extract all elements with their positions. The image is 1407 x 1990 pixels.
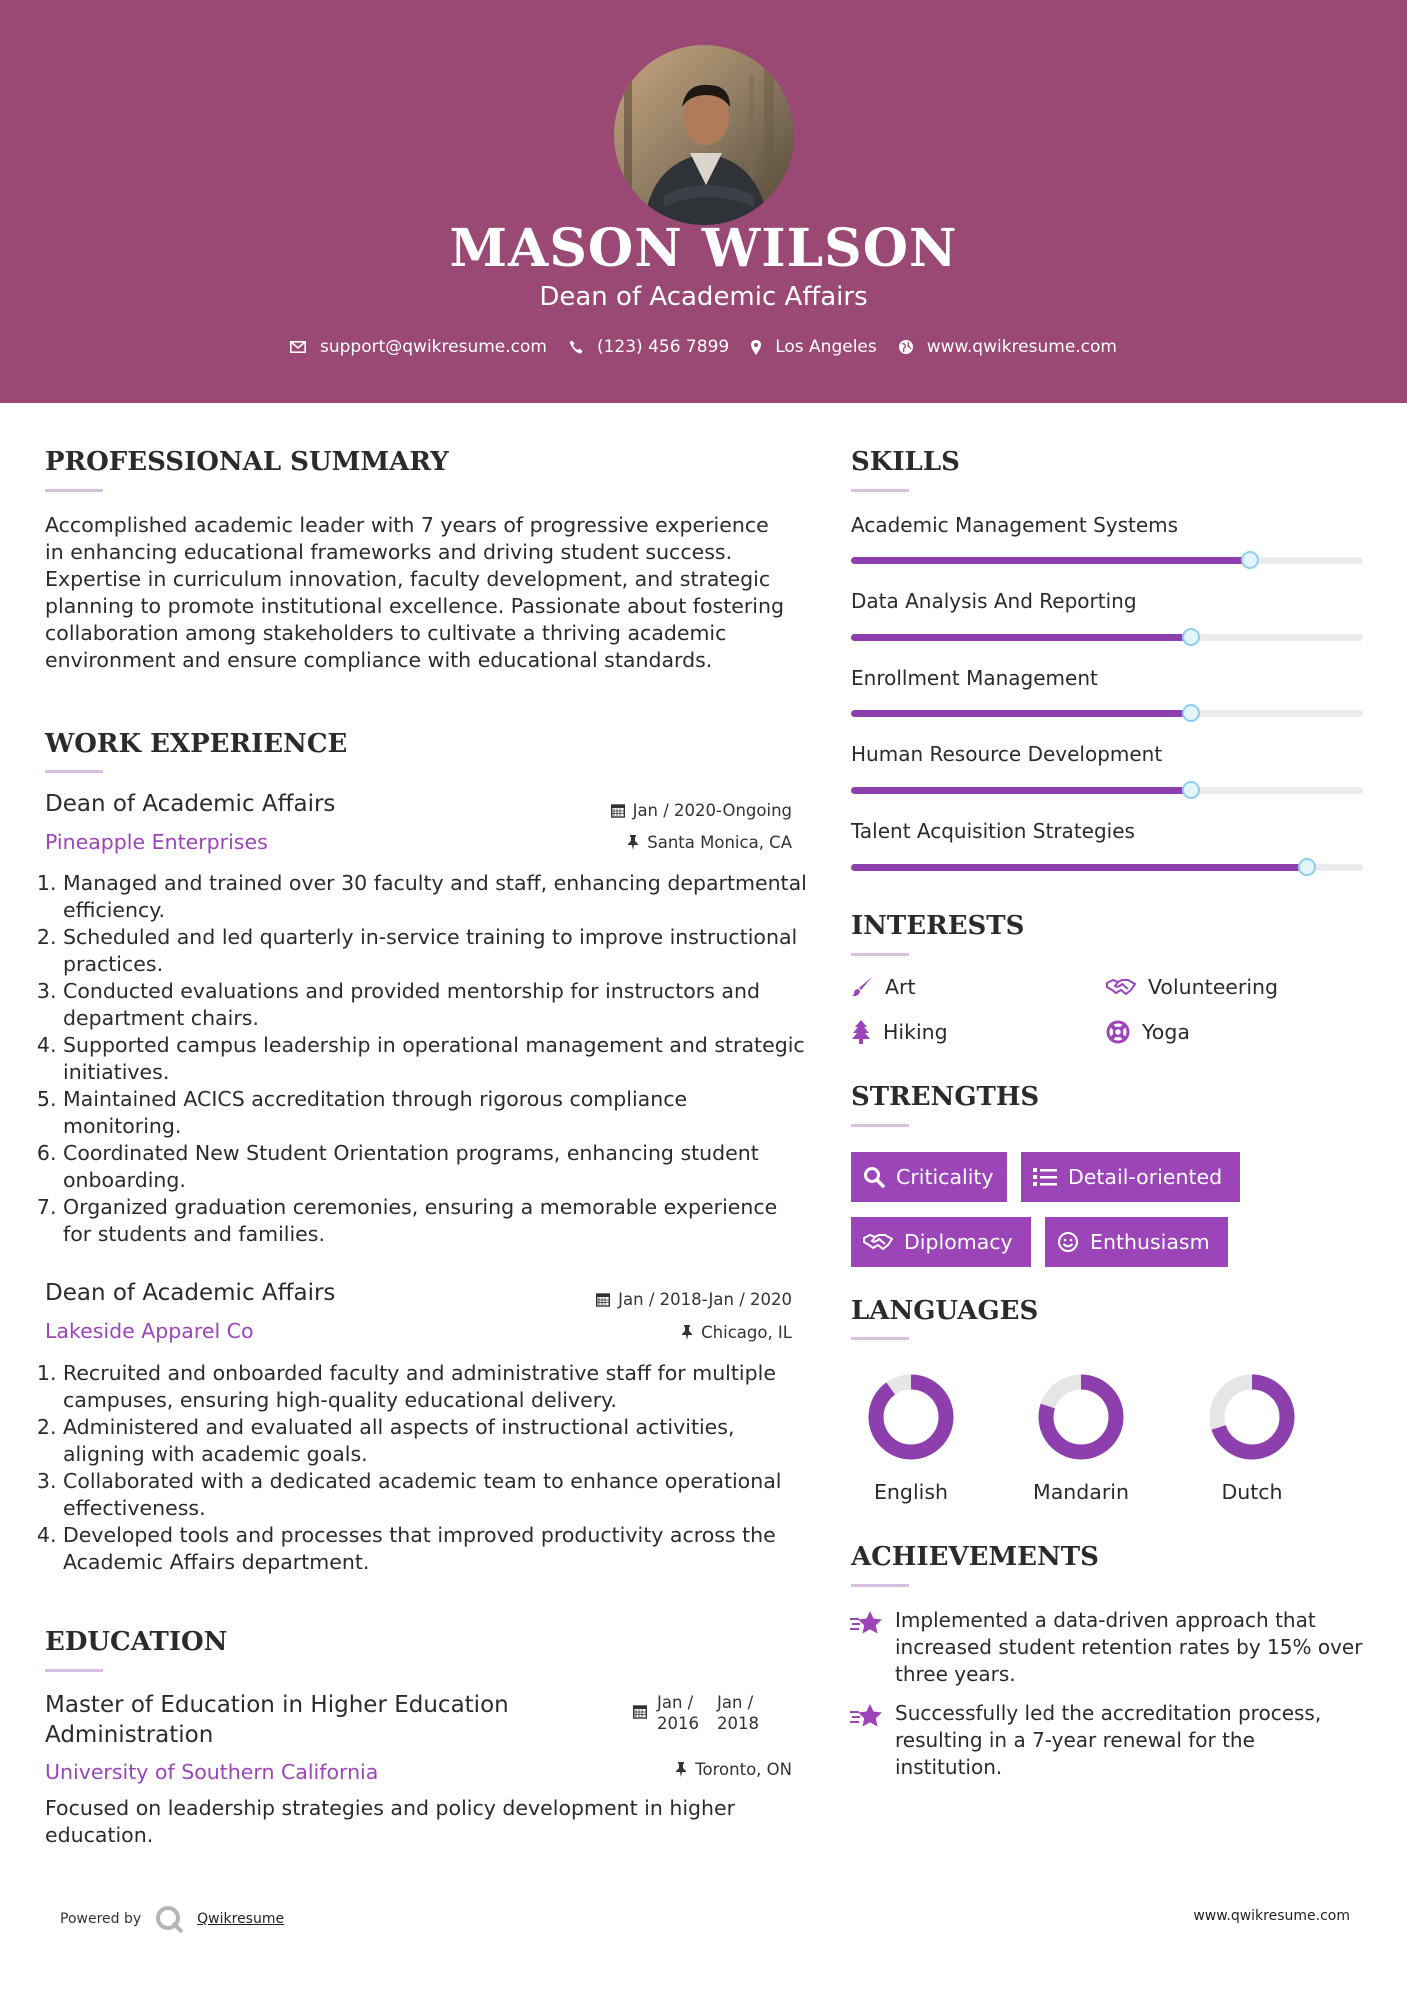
globe-icon (899, 340, 913, 354)
achievements-underline (851, 1584, 909, 1587)
powered-by-text: Powered by (60, 1911, 142, 1927)
interest-label: Yoga (1142, 1020, 1190, 1044)
degree-title: Master of Education in Higher Education Administration (45, 1692, 509, 1748)
envelope-icon (290, 341, 306, 353)
school-name: University of Southern California (45, 1760, 379, 1784)
skill-bar-fill (851, 864, 1307, 871)
job-bullet: 1. Managed and trained over 30 faculty and staff, enhancing departmental efficiency. (63, 870, 808, 924)
language-donut (1209, 1374, 1295, 1460)
job-title: Dean of Academic Affairs (45, 791, 336, 817)
language-label: Dutch (1221, 1480, 1283, 1504)
skills-underline (851, 489, 909, 492)
interest-label: Volunteering (1148, 975, 1279, 999)
job-bullet: 2. Administered and evaluated all aspects of instructional activities, aligning with academic goals. (63, 1414, 808, 1468)
work-heading: WORK EXPERIENCE (45, 729, 348, 759)
map-pin-icon (751, 340, 761, 355)
contact-website-text: www.qwikresume.com (926, 337, 1117, 357)
handshake-icon (1106, 977, 1136, 997)
skill-name: Talent Acquisition Strategies (851, 819, 1135, 843)
calendar-icon (611, 803, 625, 818)
contact-phone-text: (123) 456 7899 (596, 337, 730, 357)
footer-url[interactable]: www.qwikresume.com (1193, 1908, 1350, 1924)
education-end-year: 2018 (717, 1714, 759, 1733)
language-donut-fill (876, 1382, 946, 1452)
strength-badge (1045, 1217, 1228, 1267)
skill-name: Academic Management Systems (851, 513, 1179, 537)
star-icon (849, 1703, 883, 1729)
job-location-text: Chicago, IL (701, 1323, 792, 1342)
strength-label: Criticality (896, 1165, 994, 1189)
education-heading: EDUCATION (45, 1627, 228, 1657)
interest-item (1106, 1020, 1190, 1044)
candidate-title: Dean of Academic Affairs (539, 282, 868, 312)
contact-location (751, 337, 877, 357)
strength-label: Enthusiasm (1090, 1230, 1210, 1254)
interest-label: Hiking (883, 1020, 948, 1044)
pushpin-icon (681, 1325, 693, 1340)
job-bullets (45, 870, 808, 1248)
interest-item (851, 1020, 948, 1044)
summary-underline (45, 489, 103, 492)
education-location (480, 1760, 792, 1779)
job-bullet: 5. Maintained ACICS accreditation through rigorous compliance monitoring. (63, 1086, 808, 1140)
job-location (480, 1323, 792, 1342)
education-location-text: Toronto, ON (695, 1760, 792, 1779)
list-icon (1033, 1167, 1057, 1187)
job-dates-text: Jan / 2018-Jan / 2020 (618, 1290, 792, 1309)
skill-bar (851, 710, 1363, 717)
job-company: Lakeside Apparel Co (45, 1319, 254, 1343)
interests-heading: INTERESTS (851, 911, 1025, 941)
work-underline (45, 770, 103, 773)
summary-heading: PROFESSIONAL SUMMARY (45, 447, 449, 477)
job-location (480, 833, 792, 852)
job-dates (480, 801, 792, 820)
search-icon (863, 1166, 885, 1188)
job-bullet: 3. Conducted evaluations and provided mentorship for instructors and department chairs. (63, 978, 808, 1032)
skill-bar (851, 787, 1363, 794)
paintbrush-icon (851, 976, 873, 998)
job-bullet: 6. Coordinated New Student Orientation programs, enhancing student onboarding. (63, 1140, 808, 1194)
qwikresume-link[interactable]: Qwikresume (197, 1911, 285, 1927)
handshake-icon (863, 1232, 893, 1252)
job-bullet: 4. Developed tools and processes that improved productivity across the Academic Affairs department. (63, 1522, 808, 1576)
skill-bar (851, 557, 1363, 564)
contact-website[interactable] (899, 337, 1117, 357)
language-label: English (873, 1480, 949, 1504)
skill-name: Human Resource Development (851, 742, 1163, 766)
skill-bar-fill (851, 634, 1191, 641)
skill-bar (851, 864, 1363, 871)
skill-bar-fill (851, 787, 1191, 794)
achievement-item: Implemented a data-driven approach that increased student retention rates by 15% over three years. (895, 1608, 1363, 1686)
education-start-year: 2016 (657, 1714, 699, 1733)
contact-location-text: Los Angeles (775, 337, 877, 357)
skill-bar (851, 634, 1363, 641)
pushpin-icon (675, 1762, 687, 1777)
contact-bar (0, 337, 1407, 357)
calendar-icon (596, 1292, 610, 1307)
education-end (717, 1692, 759, 1734)
avatar (614, 45, 794, 225)
qwikresume-logo-icon (155, 1905, 185, 1933)
education-start (657, 1692, 699, 1734)
summary-text: Accomplished academic leader with 7 years of progressive experience in enhancing educational frameworks and driving student success. Expertise in curriculum innovation, faculty development, and strategic planning to promote institutional excellence. Passionate about fostering collaboration among stakeholders to cultivate a thriving academic environment and ensure compliance with educational standards. (45, 513, 784, 672)
strength-label: Diplomacy (904, 1230, 1013, 1254)
languages-underline (851, 1337, 909, 1340)
job-company: Pineapple Enterprises (45, 830, 268, 854)
job-bullet: 2. Scheduled and led quarterly in-service training to improve instructional practices. (63, 924, 808, 978)
pushpin-icon (627, 835, 639, 850)
education-dates (633, 1692, 759, 1734)
skill-bar-knob (1182, 781, 1200, 799)
contact-phone[interactable] (569, 337, 729, 357)
skill-bar-fill (851, 557, 1250, 564)
tree-icon (851, 1020, 871, 1044)
education-description: Focused on leadership strategies and policy development in higher education. (45, 1796, 736, 1847)
life-ring-icon (1106, 1020, 1130, 1044)
strength-badge (851, 1152, 1007, 1202)
strength-label: Detail-oriented (1068, 1165, 1223, 1189)
skill-bar-knob (1182, 704, 1200, 722)
skill-name: Enrollment Management (851, 666, 1098, 690)
language-label: Mandarin (1033, 1480, 1129, 1504)
skills-heading: SKILLS (851, 447, 960, 477)
job-location-text: Santa Monica, CA (647, 833, 792, 852)
achievement-item: Successfully led the accreditation process, resulting in a 7-year renewal for the institution. (895, 1701, 1322, 1779)
education-start-month: Jan / (657, 1693, 694, 1712)
interests-underline (851, 953, 909, 956)
job-bullets (45, 1360, 808, 1576)
education-end-month: Jan / (717, 1693, 754, 1712)
strength-badge (851, 1217, 1031, 1267)
language-donut (868, 1374, 954, 1460)
job-bullet: 3. Collaborated with a dedicated academic team to enhance operational effectiveness. (63, 1468, 808, 1522)
star-icon (849, 1610, 883, 1636)
calendar-icon (633, 1704, 647, 1719)
skill-bar-fill (851, 710, 1191, 717)
languages-heading: LANGUAGES (851, 1296, 1039, 1326)
skill-name: Data Analysis And Reporting (851, 589, 1137, 613)
job-bullet: 1. Recruited and onboarded faculty and administrative staff for multiple campuses, ensuring high-quality educational delivery. (63, 1360, 808, 1414)
strength-badge (1021, 1152, 1240, 1202)
job-bullet: 7. Organized graduation ceremonies, ensuring a memorable experience for students and families. (63, 1194, 808, 1248)
skill-bar-knob (1298, 858, 1316, 876)
job-dates-text: Jan / 2020-Ongoing (632, 801, 792, 820)
strengths-underline (851, 1124, 909, 1127)
language-donut (1038, 1374, 1124, 1460)
strengths-heading: STRENGTHS (851, 1082, 1040, 1112)
footer-powered (60, 1905, 284, 1933)
candidate-name: MASON WILSON (449, 218, 958, 279)
skill-bar-knob (1182, 628, 1200, 646)
interest-item (851, 975, 916, 999)
job-title: Dean of Academic Affairs (45, 1280, 336, 1306)
education-underline (45, 1669, 103, 1672)
interest-label: Art (885, 975, 916, 999)
achievements-heading: ACHIEVEMENTS (851, 1542, 1099, 1572)
job-bullet: 4. Supported campus leadership in operational management and strategic initiatives. (63, 1032, 808, 1086)
job-dates (480, 1290, 792, 1309)
smile-icon (1057, 1231, 1079, 1253)
phone-icon (569, 340, 583, 354)
resume-header (0, 0, 1407, 403)
skill-bar-knob (1241, 551, 1259, 569)
contact-email[interactable] (290, 337, 547, 357)
contact-email-text: support@qwikresume.com (320, 337, 547, 357)
interest-item (1106, 975, 1278, 999)
